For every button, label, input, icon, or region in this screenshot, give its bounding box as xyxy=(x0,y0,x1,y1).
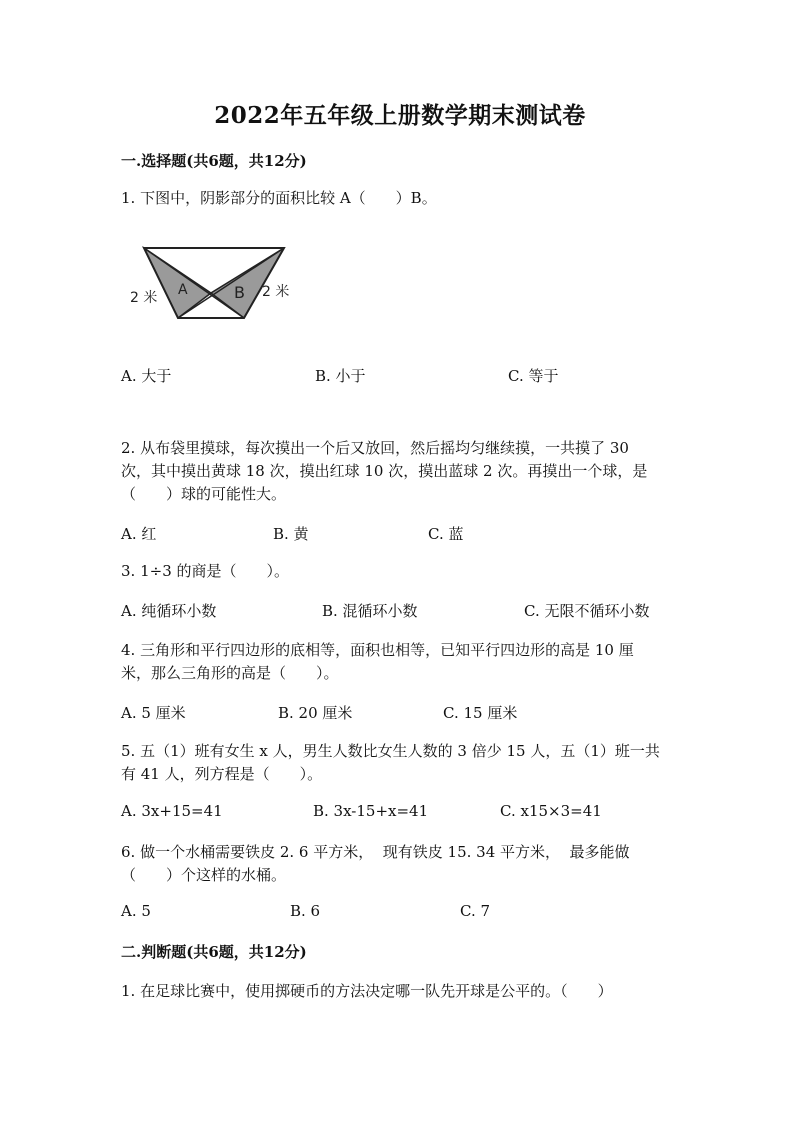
section-heading-judgment: 二.判断题(共6题，共12分) xyxy=(121,943,307,961)
q6-option-b: B. 6 xyxy=(290,902,321,920)
q6-option-a: A. 5 xyxy=(121,902,151,920)
question-4-line-2: 米，那么三角形的高是（ ）。 xyxy=(121,664,339,682)
question-5-line-1: 5. 五（1）班有女生 x 人，男生人数比女生人数的 3 倍少 15 人，五（1）班一共 xyxy=(121,742,660,760)
label-b: B xyxy=(234,283,245,302)
right-measure: 2 米 xyxy=(262,284,290,300)
q3-option-b: B. 混循环小数 xyxy=(322,602,418,620)
q4-option-a: A. 5 厘米 xyxy=(121,704,186,722)
q3-option-a: A. 纯循环小数 xyxy=(121,602,217,620)
question-2-line-1: 2. 从布袋里摸球，每次摸出一个后又放回，然后摇均匀继续摸，一共摸了 30 xyxy=(121,439,629,457)
label-a: A xyxy=(178,282,188,298)
question-4-line-1: 4. 三角形和平行四边形的底相等，面积也相等，已知平行四边形的高是 10 厘 xyxy=(121,641,634,659)
question-1-figure xyxy=(128,238,308,328)
shaded-trapezoid-diagram xyxy=(128,238,308,328)
q4-option-b: B. 20 厘米 xyxy=(278,704,353,722)
question-5-line-2: 有 41 人，列方程是（ ）。 xyxy=(121,765,323,783)
q4-option-c: C. 15 厘米 xyxy=(443,704,518,722)
question-2-line-3: （ ）球的可能性大。 xyxy=(121,485,287,503)
question-6-line-1: 6. 做一个水桶需要铁皮 2. 6 平方米， 现有铁皮 15. 34 平方米， 最多能做 xyxy=(121,843,630,861)
question-2-line-2: 次，其中摸出黄球 18 次，摸出红球 10 次，摸出蓝球 2 次。再摸出一个球，是 xyxy=(121,462,648,480)
left-measure: 2 米 xyxy=(130,290,158,306)
q3-option-c: C. 无限不循环小数 xyxy=(524,602,650,620)
question-3-text: 3. 1÷3 的商是（ ）。 xyxy=(121,562,290,580)
q1-option-c: C. 等于 xyxy=(508,367,559,385)
q2-option-b: B. 黄 xyxy=(273,525,309,543)
question-6-line-2: （ ）个这样的水桶。 xyxy=(121,866,287,884)
q1-option-b: B. 小于 xyxy=(315,367,366,385)
q6-option-c: C. 7 xyxy=(460,902,491,920)
section-heading-choice: 一.选择题(共6题，共12分) xyxy=(121,152,307,170)
q2-option-c: C. 蓝 xyxy=(428,525,464,543)
q5-option-c: C. x15×3=41 xyxy=(500,802,602,820)
q5-option-a: A. 3x+15=41 xyxy=(121,802,223,820)
judgment-1-text: 1. 在足球比赛中，使用掷硬币的方法决定哪一队先开球是公平的。（ ） xyxy=(121,982,613,1000)
q5-option-b: B. 3x-15+x=41 xyxy=(313,802,429,820)
page-title: 2022年五年级上册数学期末测试卷 xyxy=(214,102,586,129)
question-1-text: 1. 下图中，阴影部分的面积比较 A（ ）B。 xyxy=(121,189,437,207)
q1-option-a: A. 大于 xyxy=(121,367,172,385)
q2-option-a: A. 红 xyxy=(121,525,157,543)
